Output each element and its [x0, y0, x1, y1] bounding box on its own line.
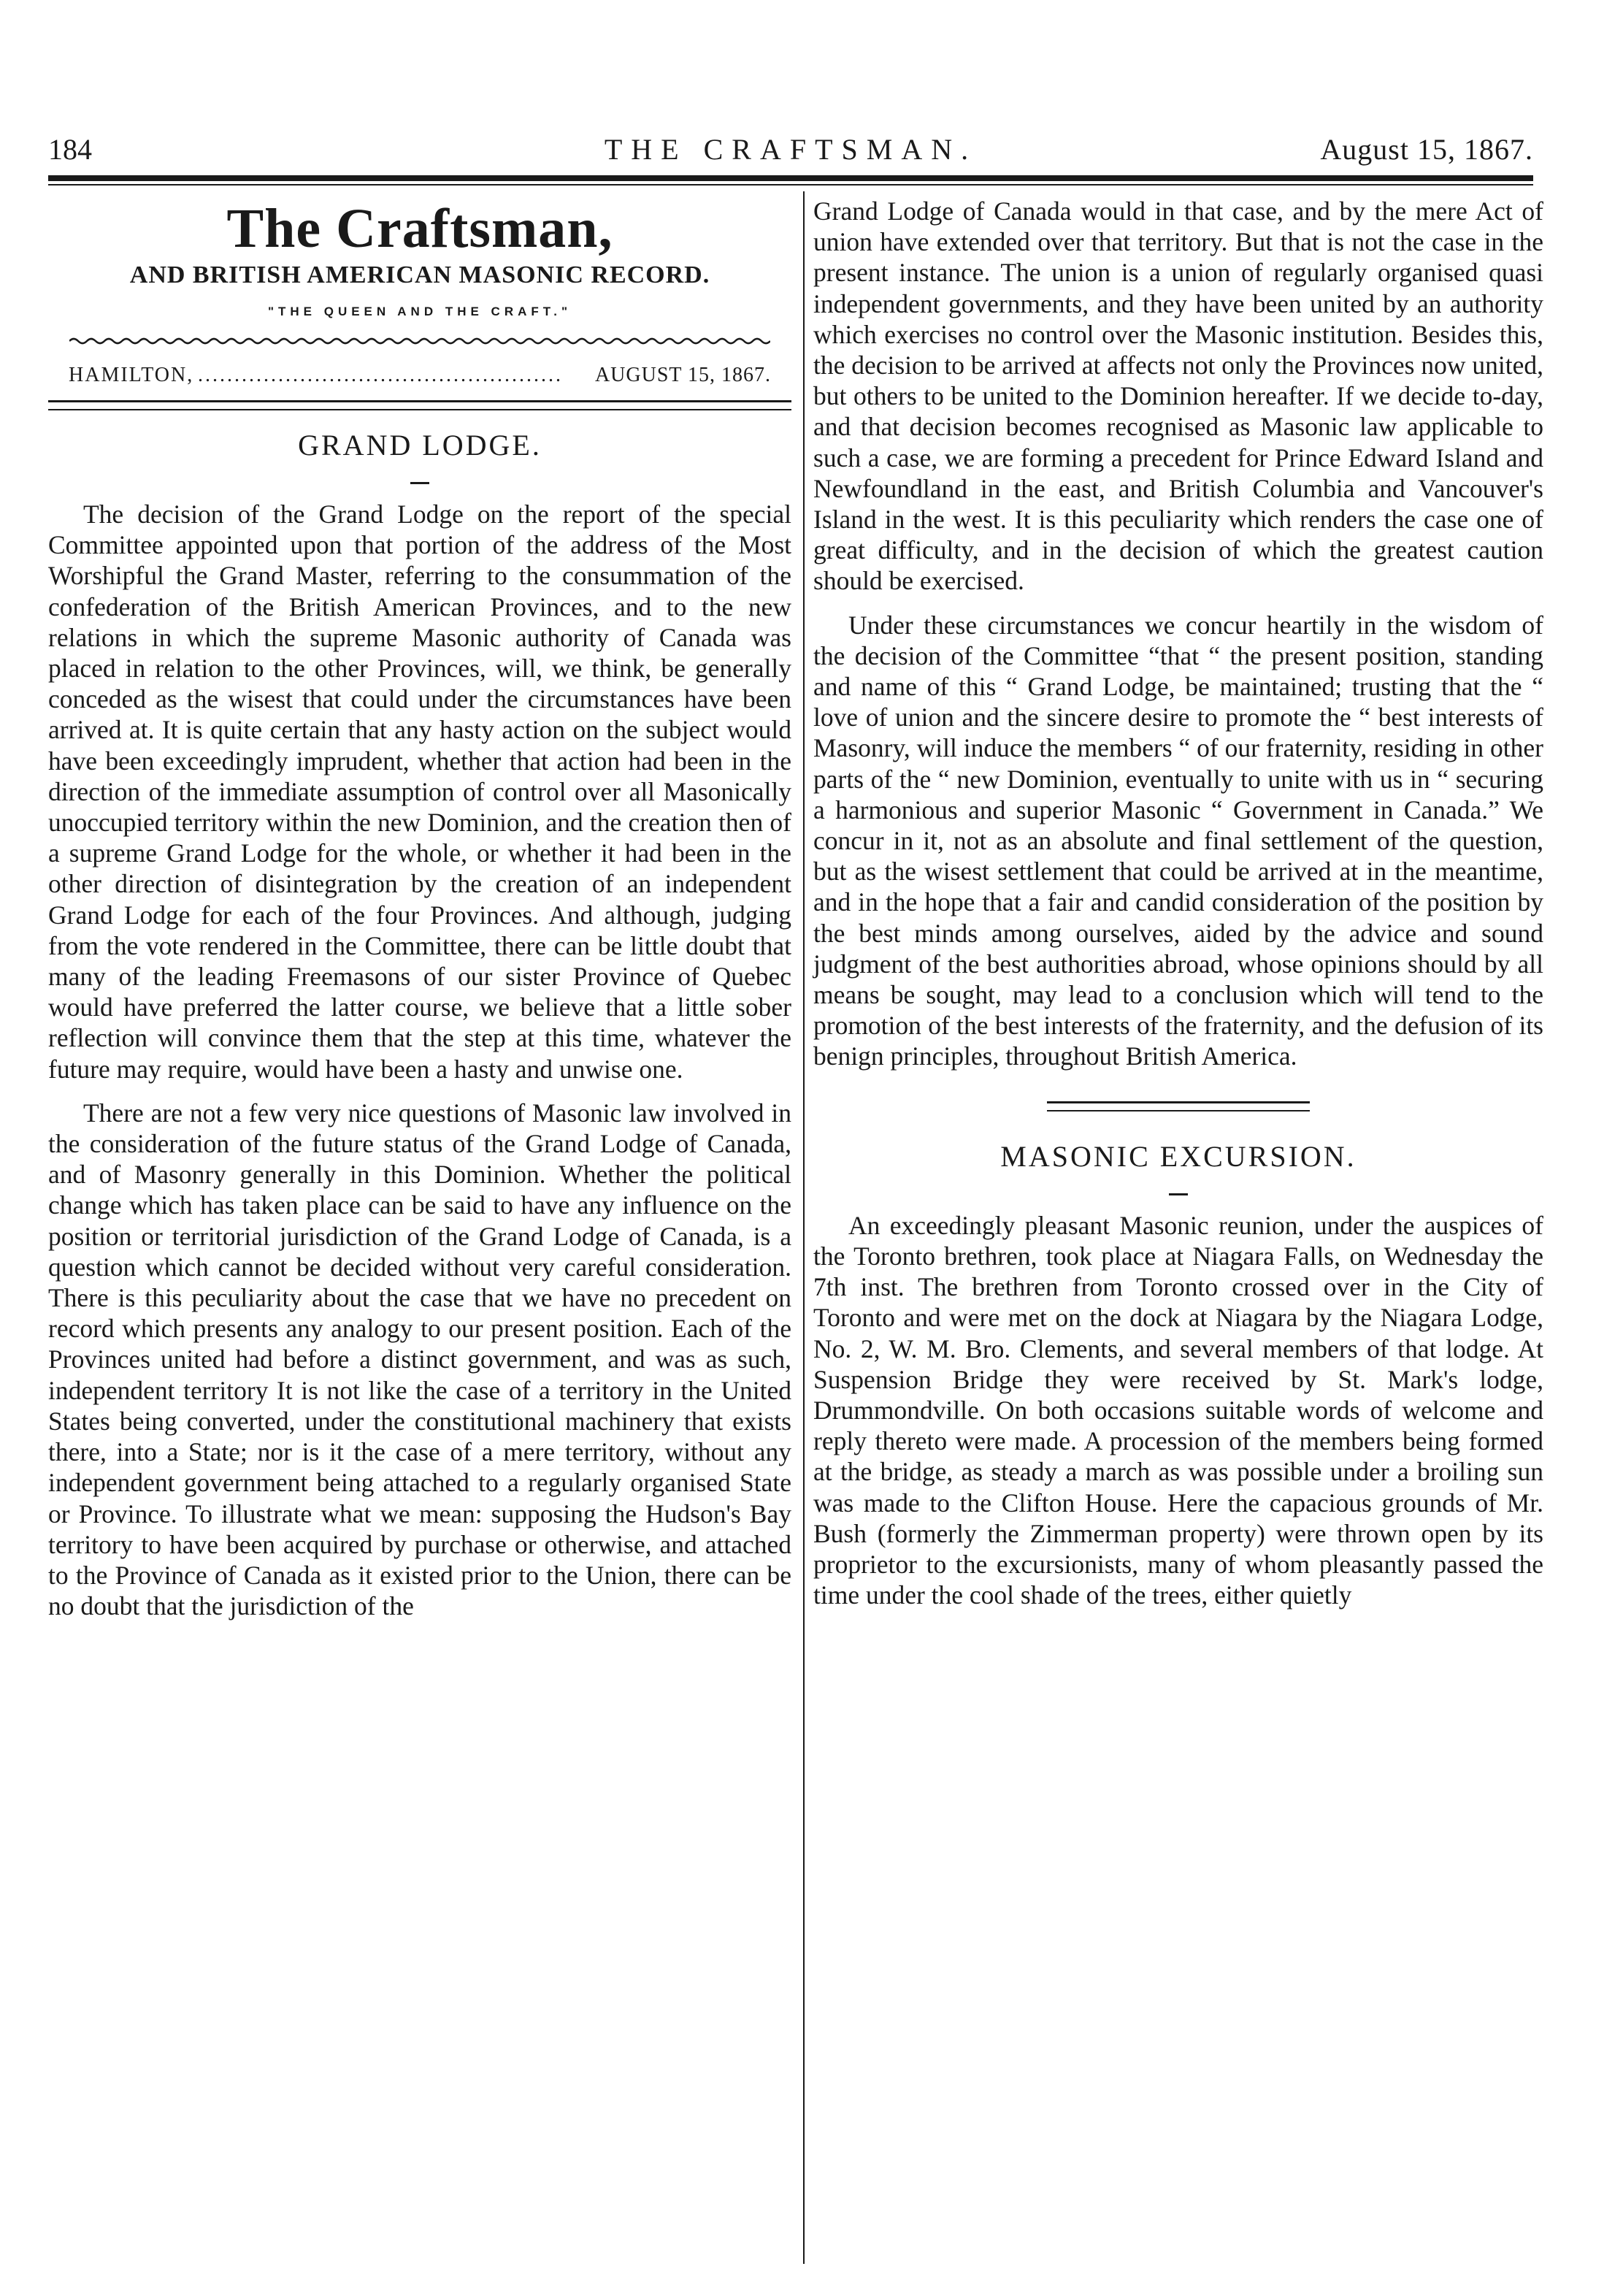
section-double-rule [1047, 1101, 1310, 1111]
paragraph: The decision of the Grand Lodge on the report of the special Committee appointed upon that portion of the address of the Most Worshipful the Grand Master, referring to the consummation of the confederation of the British American Provinces, and to the new relations in which the supreme Masonic authority of Canada was placed in relation to the other Provinces, will, we think, be generally conceded as the wisest that could under the circumstances have been arrived at. It is quite certain that any hasty action on the subject would have been exceedingly imprudent, whether that action had been in the direction of the immediate assumption of control over all Masonically unoccupied territory within the new Dominion, and the creation then of a supreme Grand Lodge for the whole, or whether it had been in the other direction of disintegration by the creation of an independent Grand Lodge for each of the four Provinces. And although, judging from the vote rendered in the Committee, there can be little doubt that many of the leading Freemasons of our sister Province of Quebec would have preferred the latter course, we believe that a little sober reflection will convince them that the step at this time, whatever the future may require, would have been a hasty and unwise one. [48, 500, 791, 1084]
masthead-subtitle: AND BRITISH AMERICAN MASONIC RECORD. [129, 261, 710, 288]
article-body-masonic-excursion [813, 1210, 1543, 1611]
header-rule-thin [48, 184, 1533, 185]
paragraph: There are not a few very nice questions of Masonic law involved in the consideration of the future status of the Grand Lodge of Canada, and of Masonry generally in this Dominion. Whether the political change which has taken place can be said to have any influence on the position or territorial jurisdiction of the Grand Lodge of Canada, is a question which cannot be decided without very careful consideration. There is this peculiarity about the case that we have no precedent on record which presents any analogy to our present position. Each of the Provinces united had before a distinct government, and was as such, independent territory It is not like the case of a territory in the United States being converted, under the constitutional machinery that exists there, into a State; nor is it the case of a mere territory, without any independent government being attached to a regularly organised State or Province. To illustrate what we mean: supposing the Hudson's Bay territory to have been acquired by purchase or otherwise, and attached to the Province of Canada as it existed prior to the Union, there can be no doubt that the jurisdiction of the [48, 1098, 791, 1621]
dateline [69, 356, 771, 394]
running-date: August 15, 1867. [1320, 133, 1533, 166]
dateline-date: AUGUST 15, 1867. [594, 364, 771, 386]
page-number: 184 [48, 133, 92, 166]
dateline-place: HAMILTON, [69, 364, 194, 386]
article-title-masonic-excursion: MASONIC EXCURSION. [1000, 1139, 1357, 1173]
article-title-grand-lodge: GRAND LODGE. [298, 429, 542, 462]
column-divider [803, 191, 805, 2264]
dateline-leader: .................................................. [198, 364, 563, 386]
running-title: THE CRAFTSMAN. [604, 133, 978, 166]
right-column [813, 196, 1543, 1623]
paragraph: An exceedingly pleasant Masonic reunion, under the auspices of the Toronto brethren, took place at Niagara Falls, on Wednesday the 7th inst. The brethren from Toronto crossed over in the City of Toronto and were met on the dock at Niagara by the Niagara Lodge, No. 2, W. M. Bro. Clements, and several members of that lodge. At Suspension Bridge they were received by St. Mark's lodge, Drummondville. On both occasions suitable words of welcome and reply thereto were made. A procession of the members being formed at the bridge, as steady a march as was possible under a broiling sun was made to the Clifton House. Here the capacious grounds of Mr. Bush (formerly the Zimmerman property) were thrown open by its proprietor to the excursionists, many of whom pleasantly passed the time under the cool shade of the trees, either quietly [813, 1210, 1543, 1610]
paragraph: Under these circumstances we concur heartily in the wisdom of the decision of the Committee “that “ the present position, standing and name of this “ Grand Lodge, be maintained; trusting that the “ love of union and the sincere desire to promote the “ best interests of Masonry, will induce the members “ of our fraternity, residing in other parts of the “ new Dominion, eventually to unite with us in “ securing a harmonious and superior Masonic “ Government in Canada.” We concur in it, not as an absolute and final settlement of the question, but as the wisest settlement that could be arrived at in the meantime, and in the hope that a fair and candid consideration of the position by the best minds among ourselves, aided by the advice and sound judgment of the best authorities abroad, whose opinions should by all means be sought, may lead to a conclusion which will tend to the promotion of the best interests of the fraternity, and the defusion of its benign principles, throughout British America. [813, 610, 1543, 1071]
article-body-grand-lodge [48, 499, 791, 1621]
title-dash [1169, 1193, 1188, 1195]
title-dash [410, 482, 429, 484]
masthead-title: The Craftsman, [226, 198, 613, 259]
header-rule-thick [48, 175, 1533, 181]
wavy-rule [69, 336, 770, 346]
paragraph: Grand Lodge of Canada would in that case, and by the mere Act of union have extended over that territory. But that is not the case in the present instance. The union is a union of regularly organised quasi independent governments, and they have been united by an authority which exercises no control over the Masonic institution. Besides this, the decision to be arrived at affects not only the Provinces now united, but others to be united to the Dominion hereafter. If we decide to-day, and that decision becomes recognised as Masonic law applicable to such a case, we are forming a precedent for Prince Edward Island and Newfoundland in the east, and British Columbia and Vancouver's Island in the west. It is this peculiarity which renders the case one of great difficulty, and in the decision of which the greatest caution should be exercised. [813, 196, 1543, 596]
masthead [48, 194, 791, 410]
masthead-motto: "THE QUEEN AND THE CRAFT." [267, 305, 572, 318]
left-column [48, 191, 791, 1634]
article-continuation-grand-lodge [813, 196, 1543, 1072]
masthead-double-rule [48, 400, 791, 410]
running-header [48, 130, 1533, 169]
